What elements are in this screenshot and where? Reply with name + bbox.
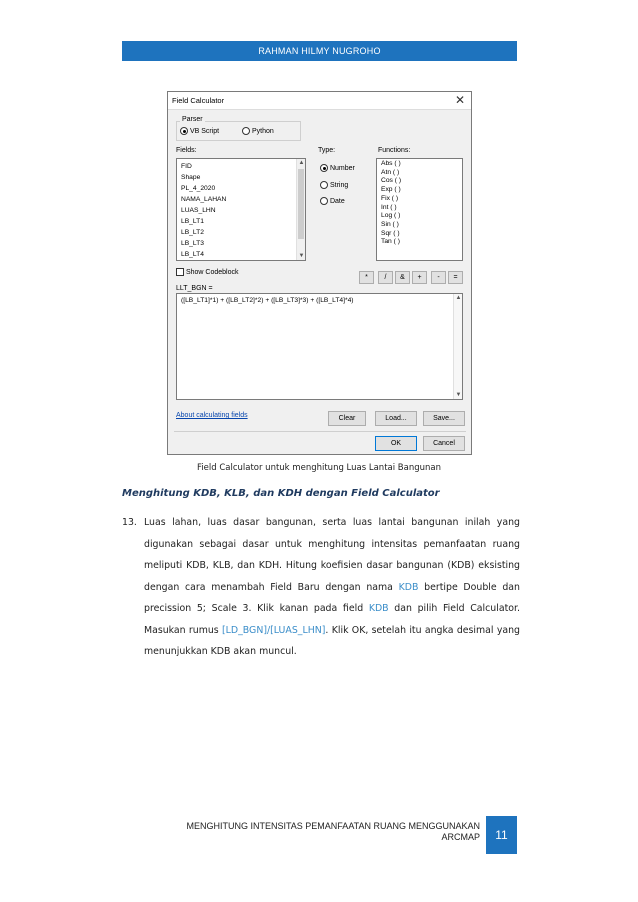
clear-button[interactable]: Clear: [328, 411, 366, 426]
scroll-thumb[interactable]: [298, 169, 304, 239]
list-item[interactable]: Fix ( ): [381, 194, 399, 202]
list-item[interactable]: FID: [181, 163, 192, 170]
scroll-down-icon[interactable]: ▼: [298, 253, 305, 259]
list-item[interactable]: LB_LT1: [181, 218, 204, 225]
section-heading: Menghitung KDB, KLB, dan KDH dengan Field Calculator: [122, 488, 440, 499]
type-label: Type:: [318, 147, 336, 154]
list-item[interactable]: Tan ( ): [381, 238, 400, 246]
step-paragraph: [122, 512, 520, 663]
dialog-titlebar: [168, 92, 471, 110]
operator-divide-button[interactable]: /: [378, 271, 393, 284]
step-text-4: . Klik OK, setelah itu angka desimal yang menunjukkan KDB akan muncul.: [144, 624, 521, 657]
operator-equals-button[interactable]: =: [448, 271, 463, 284]
radio-icon: [180, 127, 188, 135]
page-number: 11: [486, 816, 517, 854]
footer-line-2: ARCMAP: [441, 832, 480, 842]
step-text-3: dan pilih Field Calculator. Masukan rumus: [144, 603, 520, 636]
radio-number-label: Number: [329, 164, 355, 172]
list-item[interactable]: NAMA_LAHAN: [181, 196, 227, 203]
radio-icon: [320, 197, 328, 205]
radio-date-label: Date: [329, 197, 345, 205]
radio-number[interactable]: [320, 164, 355, 172]
radio-string-label: String: [329, 181, 349, 189]
radio-icon: [320, 181, 328, 189]
list-item[interactable]: LUAS_LHN: [181, 207, 216, 214]
operator-minus-button[interactable]: -: [431, 271, 446, 284]
fields-label: Fields:: [176, 147, 197, 154]
formula-text: [LD_BGN]/[LUAS_LHN]: [222, 624, 326, 636]
field-calculator-dialog: [167, 91, 472, 455]
show-codeblock-label: Show Codeblock: [185, 268, 239, 276]
radio-vbscript[interactable]: [180, 127, 219, 135]
save-button[interactable]: Save...: [423, 411, 465, 426]
operator-plus-button[interactable]: +: [412, 271, 427, 284]
list-item[interactable]: Abs ( ): [381, 160, 401, 167]
scroll-up-icon[interactable]: ▲: [455, 295, 462, 301]
footer-line-1: MENGHITUNG INTENSITAS PEMANFAATAN RUANG MENGGUNAKAN: [186, 821, 480, 831]
list-item[interactable]: LB_LT4: [181, 251, 204, 258]
scroll-down-icon[interactable]: ▼: [455, 392, 462, 398]
step-body: [144, 512, 520, 663]
fields-list[interactable]: [176, 158, 306, 261]
list-item[interactable]: Log ( ): [381, 212, 401, 220]
radio-date[interactable]: [320, 197, 345, 205]
figure-caption: Field Calculator untuk menghitung Luas Lantai Bangunan: [197, 463, 441, 473]
list-item[interactable]: LB_LT2: [181, 229, 204, 236]
kdb-field-name: KDB: [368, 603, 389, 614]
about-calculating-fields-link[interactable]: About calculating fields: [176, 412, 248, 419]
expression-input[interactable]: [176, 293, 463, 400]
show-codeblock-toggle[interactable]: [176, 268, 238, 276]
operator-multiply-button[interactable]: *: [359, 271, 374, 284]
step-number: 13.: [122, 517, 137, 528]
parser-label: Parser: [182, 116, 203, 123]
expression-scrollbar[interactable]: [453, 294, 462, 399]
header-author-band: RAHMAN HILMY NUGROHO: [122, 41, 517, 61]
footer-title: [150, 821, 480, 843]
ok-button[interactable]: OK: [375, 436, 417, 451]
radio-string[interactable]: [320, 181, 348, 189]
list-item[interactable]: Int ( ): [381, 203, 397, 211]
list-item[interactable]: Cos ( ): [381, 177, 402, 185]
step-text-2: bertipe Double dan precission 5; Scale 3. Klik kanan pada field: [144, 581, 520, 614]
radio-python[interactable]: [242, 127, 274, 135]
divider: [174, 431, 466, 432]
list-item[interactable]: LB_LT3: [181, 240, 204, 247]
scroll-up-icon[interactable]: ▲: [298, 160, 305, 166]
fields-scrollbar[interactable]: [296, 159, 305, 260]
functions-list[interactable]: [376, 158, 463, 261]
operator-ampersand-button[interactable]: &: [395, 271, 410, 284]
list-item[interactable]: Sqr ( ): [381, 229, 400, 237]
radio-icon: [242, 127, 250, 135]
list-item[interactable]: PL_4_2020: [181, 185, 216, 192]
close-icon[interactable]: ✕: [454, 93, 465, 107]
kdb-field-name: KDB: [398, 581, 419, 593]
radio-icon: [320, 164, 328, 172]
functions-label: Functions:: [378, 147, 411, 154]
list-item[interactable]: Sin ( ): [381, 220, 399, 228]
cancel-button[interactable]: Cancel: [423, 436, 465, 451]
expression-label: LLT_BGN =: [176, 285, 213, 292]
radio-vbscript-label: VB Script: [189, 127, 220, 135]
dialog-title: Field Calculator: [172, 96, 225, 105]
list-item[interactable]: Exp ( ): [381, 186, 401, 194]
list-item[interactable]: Shape: [181, 174, 201, 181]
list-item[interactable]: Atn ( ): [381, 168, 400, 176]
expression-text[interactable]: ([LB_LT1]*1) + ([LB_LT2]*2) + ([LB_LT3]*3) + ([LB_LT4]*4): [181, 297, 354, 304]
radio-python-label: Python: [251, 127, 274, 135]
checkbox-icon: [176, 268, 184, 276]
step-text-1: Luas lahan, luas dasar bangunan, serta luas lantai bangunan inilah yang digunakan sebagai dasar untuk menghitung intensitas pemanfaatan ruang meliputi KDB, KLB, dan KDH. Hitung koefisien dasar bangunan (KDB) eksisting dengan cara menambah Field Baru dengan nama: [144, 517, 520, 593]
load-button[interactable]: Load...: [375, 411, 417, 426]
